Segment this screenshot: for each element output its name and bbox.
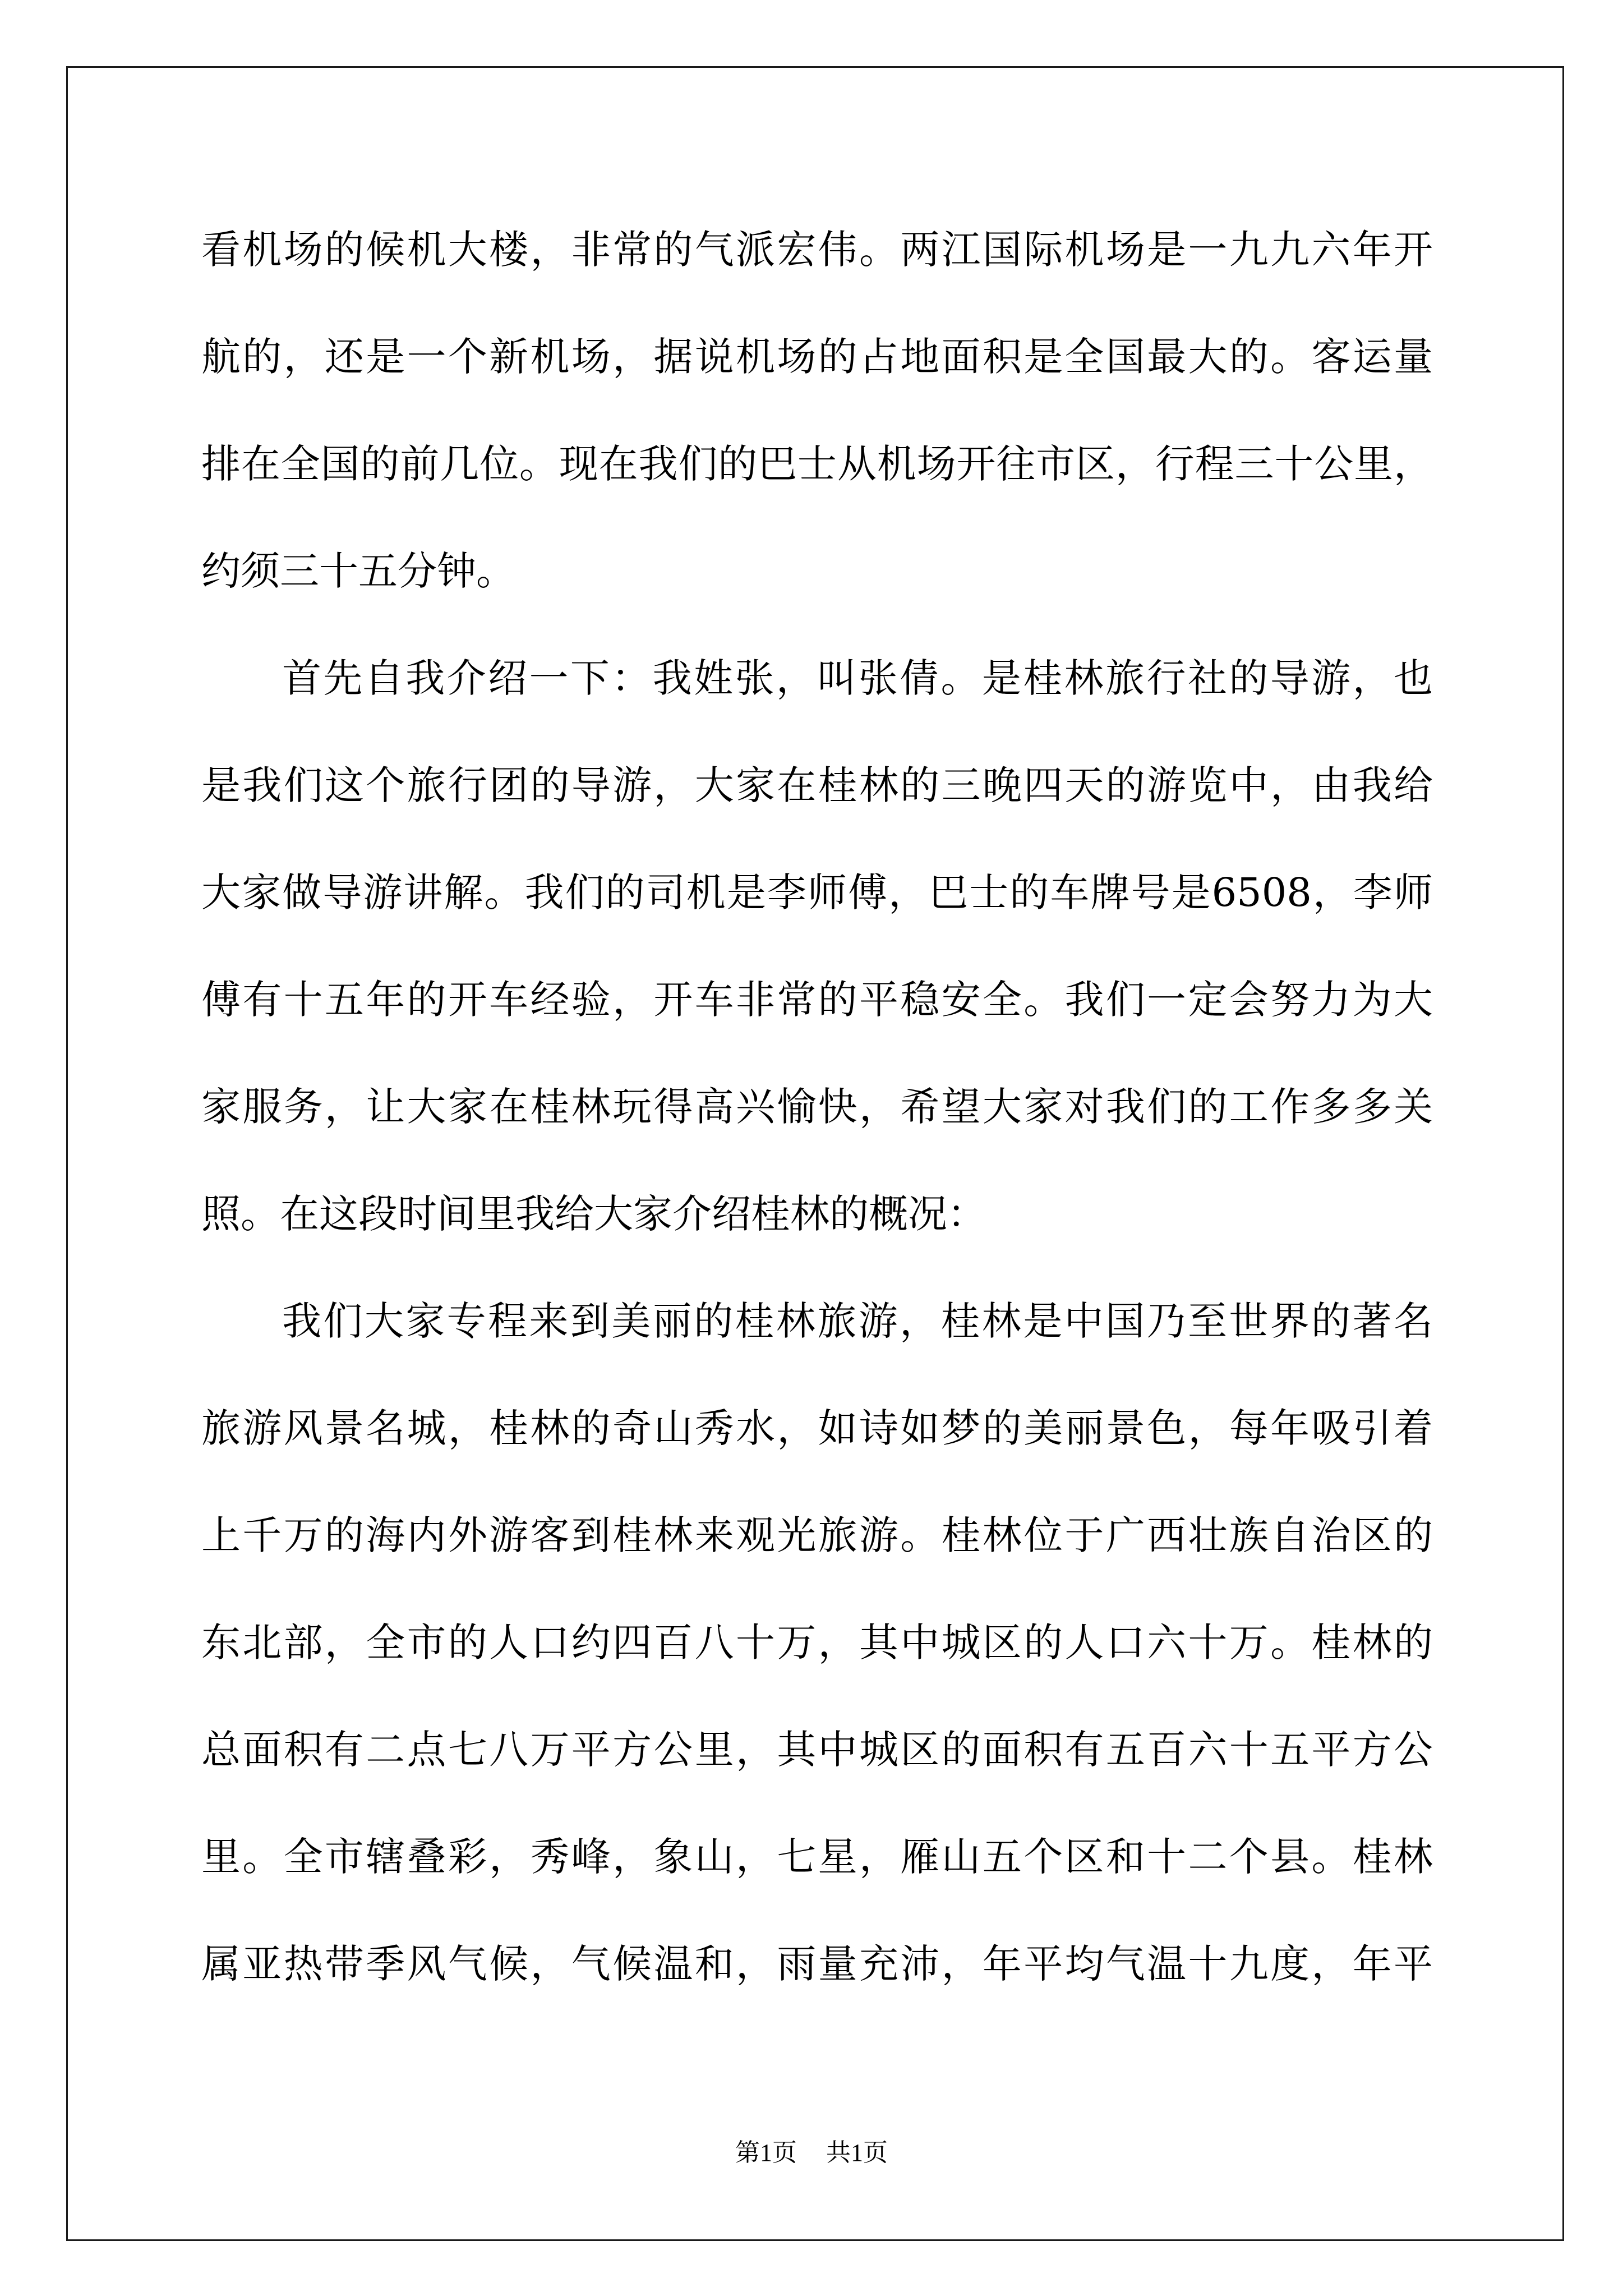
text-line: 航的，还是一个新机场，据说机场的占地面积是全国最大的。客运量 xyxy=(201,334,1433,380)
page-footer xyxy=(0,2137,1623,2169)
text-line: 是我们这个旅行团的导游，大家在桂林的三晚四天的游览中，由我给 xyxy=(201,762,1433,808)
text-line: 东北部，全市的人口约四百八十万，其中城区的人口六十万。桂林的 xyxy=(201,1619,1433,1665)
paragraph xyxy=(201,196,1433,625)
total-pages-label: 共1页 xyxy=(826,2139,888,2166)
paragraph xyxy=(201,625,1433,1268)
text-line: 约须三十五分钟。 xyxy=(201,548,515,594)
text-line: 傅有十五年的开车经验，开车非常的平稳安全。我们一定会努力为大 xyxy=(201,977,1433,1023)
text-line: 照。在这段时间里我给大家介绍桂林的概况： xyxy=(201,1191,986,1237)
text-line: 里。全市辖叠彩，秀峰，象山，七星，雁山五个区和十二个县。桂林 xyxy=(201,1834,1433,1880)
text-line: 看机场的候机大楼，非常的气派宏伟。两江国际机场是一九九六年开 xyxy=(201,227,1433,273)
current-page-label: 第1页 xyxy=(735,2139,797,2166)
text-line: 排在全国的前几位。现在我们的巴士从机场开往市区，行程三十公里， xyxy=(201,441,1433,487)
text-line: 家服务，让大家在桂林玩得高兴愉快，希望大家对我们的工作多多关 xyxy=(201,1084,1433,1130)
text-line: 我们大家专程来到美丽的桂林旅游，桂林是中国乃至世界的著名 xyxy=(282,1298,1433,1344)
text-line: 上千万的海内外游客到桂林来观光旅游。桂林位于广西壮族自治区的 xyxy=(201,1512,1433,1558)
text-line: 大家做导游讲解。我们的司机是李师傅，巴士的车牌号是6508，李师 xyxy=(201,869,1433,915)
text-line: 首先自我介绍一下：我姓张，叫张倩。是桂林旅行社的导游，也 xyxy=(282,655,1433,701)
text-line: 属亚热带季风气候，气候温和，雨量充沛，年平均气温十九度，年平 xyxy=(201,1941,1433,1987)
document-body xyxy=(201,196,1433,2018)
paragraph xyxy=(201,1268,1433,2018)
text-line: 总面积有二点七八万平方公里，其中城区的面积有五百六十五平方公 xyxy=(201,1727,1433,1773)
text-line: 旅游风景名城，桂林的奇山秀水，如诗如梦的美丽景色，每年吸引着 xyxy=(201,1405,1433,1451)
